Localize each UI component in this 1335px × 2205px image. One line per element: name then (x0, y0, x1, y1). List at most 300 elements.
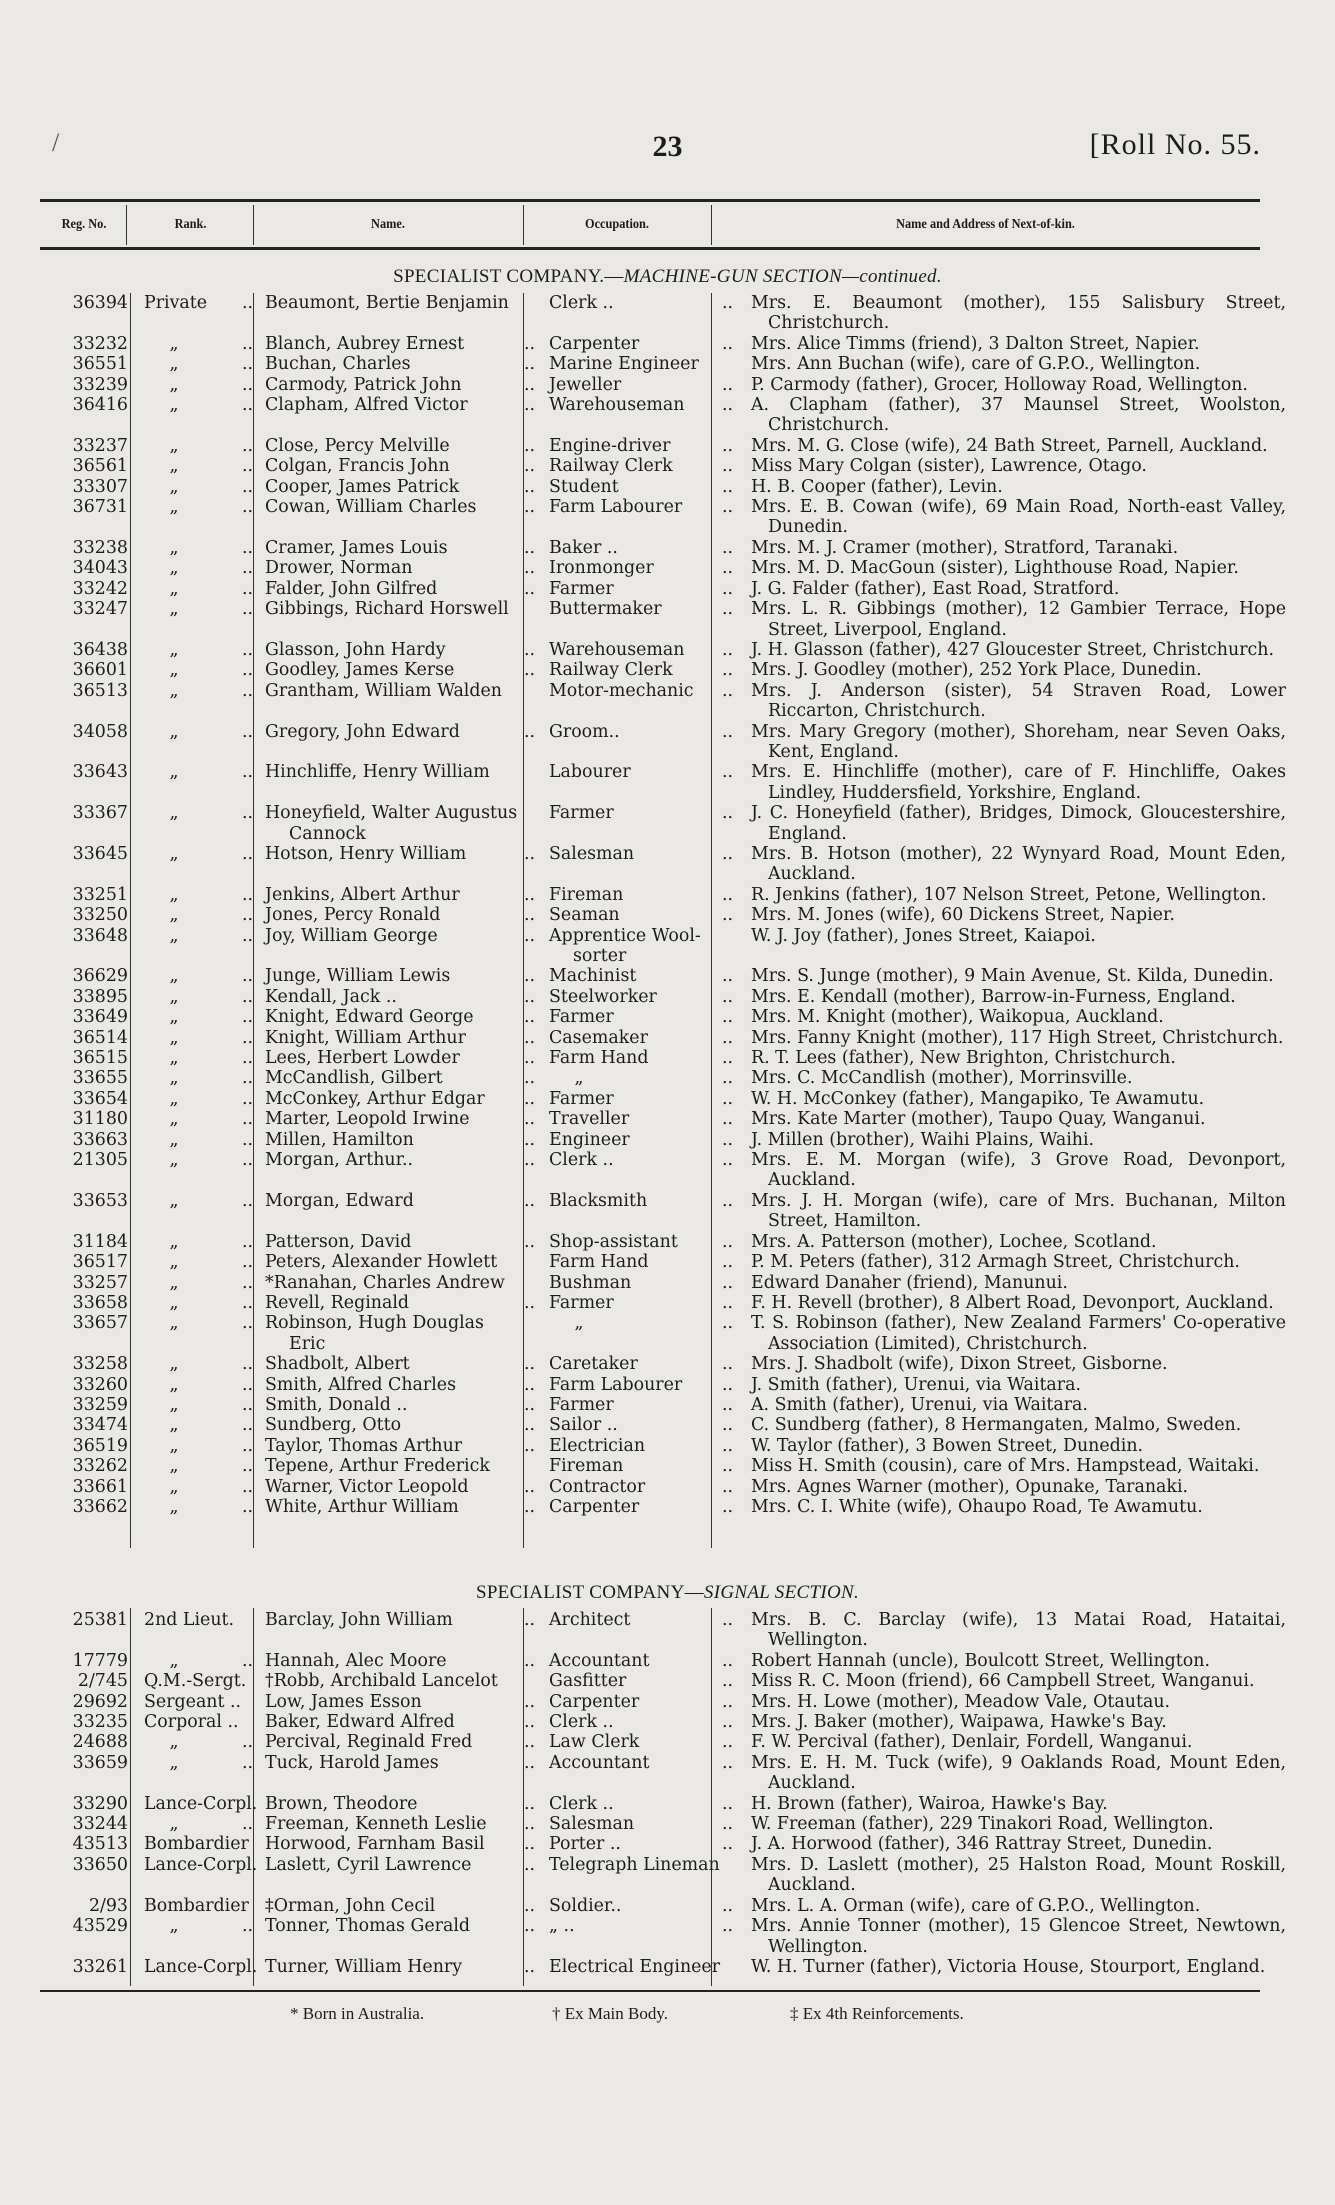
name-text: Joy, William George (265, 925, 438, 946)
name-cell (259, 558, 541, 578)
name-text: †Robb, Archibald Lancelot (265, 1671, 498, 1692)
name-text: McConkey, Arthur Edgar (265, 1088, 485, 1109)
occupation-text: Farm Labourer (549, 497, 683, 518)
reg-no-cell: 36629 (72, 966, 128, 987)
table-row (40, 497, 1286, 538)
rank-cell (134, 640, 259, 660)
next-of-kin-cell: A. Smith (father), Urenui, via Waitara. (751, 1394, 1088, 1415)
occupation-cell (541, 640, 739, 660)
name-cell (259, 1671, 541, 1691)
leader-dots: .. (721, 476, 733, 497)
reg-no-cell: 33307 (72, 476, 128, 497)
next-of-kin-cell: Mrs. C. I. White (wife), Ohaupo Road, Te Awamutu. (751, 1496, 1203, 1517)
occupation-text: Groom.. (549, 721, 620, 742)
name-text: White, Arthur William (265, 1496, 459, 1517)
reg-no-cell: 24688 (72, 1732, 128, 1753)
next-of-kin-cell: Mrs. J. Goodley (mother), 252 York Place, Dunedin. (751, 660, 1202, 681)
occupation-cell (541, 966, 739, 986)
rank-text: 2nd Lieut. (144, 1610, 235, 1630)
rank-cell (134, 558, 259, 578)
occupation-text: Farm Labourer (549, 1374, 683, 1395)
next-of-kin-cell: J. H. Glasson (father), 427 Gloucester Street, Christchurch. (751, 639, 1274, 660)
leader-dots: .. (721, 293, 733, 313)
table-row (40, 1814, 1260, 1834)
reg-no-cell: 33643 (72, 762, 128, 783)
name-cell (259, 1896, 541, 1916)
name-cell (259, 293, 541, 334)
name-cell (259, 640, 541, 660)
leader-dots: .. (721, 1190, 733, 1211)
next-of-kin-cell: F. W. Percival (father), Denlair, Fordell, Wanganui. (751, 1732, 1193, 1753)
name-cell (259, 1834, 541, 1854)
name-cell (259, 1456, 541, 1476)
next-of-kin-cell: Mrs. Mary Gregory (mother), Shoreham, near Seven Oaks, Kent, England. (751, 721, 1286, 762)
reg-no-cell: 31184 (72, 1231, 128, 1252)
table-row (40, 1456, 1260, 1476)
rank-cell (134, 1916, 259, 1957)
occupation-cell (541, 477, 739, 497)
leader-dots: .. (523, 639, 535, 660)
leader-dots: .. (523, 1732, 535, 1753)
rank-text: „ (169, 925, 179, 946)
rank-text: „ (169, 537, 179, 558)
reg-no-cell: 36561 (72, 456, 128, 477)
occupation-cell (541, 1497, 739, 1517)
occupation-cell (541, 762, 739, 803)
leader-dots: .. (241, 558, 253, 579)
leader-dots: .. (523, 1394, 535, 1415)
leader-dots: .. (241, 680, 253, 701)
table-row (40, 1497, 1260, 1517)
rank-text: „ (169, 721, 179, 742)
occupation-text: Shop-assistant (549, 1231, 678, 1252)
leader-dots: .. (523, 578, 535, 599)
name-text: Hannah, Alec Moore (265, 1650, 447, 1671)
name-cell (259, 1957, 541, 1977)
name-cell (259, 1273, 541, 1293)
leader-dots: .. (241, 1088, 253, 1109)
leader-dots: .. (241, 1435, 253, 1456)
footnote-asterisk: * Born in Australia. (290, 2004, 425, 2023)
occupation-text: Salesman (549, 1814, 635, 1835)
name-cell (259, 1252, 541, 1272)
name-text: Grantham, William Walden (265, 680, 502, 701)
occupation-text: Traveller (549, 1109, 630, 1130)
name-text: Shadbolt, Albert (265, 1354, 410, 1375)
name-text: Knight, Edward George (265, 1007, 474, 1028)
next-of-kin-cell: Mrs. Agnes Warner (mother), Opunake, Taranaki. (751, 1476, 1189, 1497)
next-of-kin-cell: W. Taylor (father), 3 Bowen Street, Dunedin. (751, 1435, 1144, 1456)
next-of-kin-cell: H. Brown (father), Wairoa, Hawke's Bay. (751, 1793, 1108, 1814)
occupation-cell (541, 1375, 739, 1395)
leader-dots: .. (721, 1088, 733, 1109)
occupation-text: Warehouseman (549, 639, 685, 660)
table-row (40, 1477, 1260, 1497)
occupation-cell (541, 987, 739, 1007)
rank-cell (134, 293, 259, 334)
rank-cell (134, 1068, 259, 1088)
table-row (40, 375, 1260, 395)
rank-text: „ (169, 1354, 179, 1375)
leader-dots: .. (523, 476, 535, 497)
rank-cell (134, 456, 259, 476)
rank-text: „ (169, 660, 179, 681)
rank-cell (134, 1048, 259, 1068)
section-title-machine-gun: SPECIALIST COMPANY.—MACHINE-GUN SECTION—continued. (393, 266, 942, 287)
rank-cell (134, 1252, 259, 1272)
occupation-cell (541, 1109, 739, 1129)
next-of-kin-cell: Mrs. Fanny Knight (mother), 117 High Street, Christchurch. (751, 1027, 1284, 1048)
next-of-kin-cell: Mrs. Ann Buchan (wife), care of G.P.O., Wellington. (751, 354, 1201, 375)
next-of-kin-cell: Robert Hannah (uncle), Boulcott Street, Wellington. (751, 1650, 1210, 1671)
reg-no-cell: 33653 (72, 1190, 128, 1211)
leader-dots: .. (721, 762, 733, 783)
rank-text: „ (169, 456, 179, 477)
occupation-cell (541, 1273, 739, 1293)
table-row (40, 599, 1286, 640)
next-of-kin-cell: Mrs. D. Laslett (mother), 25 Halston Road, Mount Roskill, Auckland. (751, 1854, 1286, 1896)
rank-text: „ (169, 1150, 179, 1171)
occupation-cell (541, 660, 739, 680)
next-of-kin-cell: J. Millen (brother), Waihi Plains, Waihi. (751, 1129, 1095, 1150)
name-text: Lees, Herbert Lowder (265, 1048, 460, 1069)
rank-cell (134, 1957, 259, 1977)
leader-dots: .. (721, 333, 733, 354)
reg-no-cell: 33655 (72, 1068, 128, 1089)
name-cell (259, 803, 541, 844)
leader-dots: .. (241, 639, 253, 660)
leader-dots: .. (721, 1129, 733, 1150)
occupation-cell (541, 1692, 739, 1712)
table-row (40, 1610, 1286, 1651)
rank-cell (134, 477, 259, 497)
leader-dots: .. (241, 1048, 253, 1069)
rank-text: Q.M.-Sergt. (144, 1671, 247, 1692)
name-cell (259, 1712, 541, 1732)
name-cell (259, 1089, 541, 1109)
rank-cell (134, 885, 259, 905)
leader-dots: .. (721, 1691, 733, 1712)
rank-cell (134, 1753, 259, 1794)
name-text: Jenkins, Albert Arthur (265, 884, 460, 905)
occupation-cell (541, 1957, 739, 1977)
leader-dots: .. (523, 1834, 535, 1855)
table-row (40, 354, 1260, 374)
leader-dots: .. (241, 1252, 253, 1273)
table-row (40, 884, 1267, 905)
occupation-cell (541, 1395, 739, 1415)
leader-dots: .. (523, 1129, 535, 1150)
rank-text: „ (169, 333, 179, 354)
table-row (40, 721, 1286, 763)
rank-text: „ (169, 374, 179, 395)
name-cell (259, 844, 541, 885)
rank-text: „ (169, 354, 179, 375)
table-row (40, 1395, 1260, 1415)
leader-dots: .. (523, 986, 535, 1007)
leader-dots: .. (241, 395, 253, 416)
leader-dots: .. (721, 1109, 733, 1130)
name-cell (259, 1354, 541, 1374)
table-row (40, 1692, 1260, 1712)
name-cell (259, 1048, 541, 1068)
rank-text: „ (169, 843, 179, 864)
name-cell (259, 375, 541, 395)
name-text: Colgan, Francis John (265, 456, 450, 477)
next-of-kin-cell: Mrs. J. Baker (mother), Waipawa, Hawke's Bay. (751, 1712, 1167, 1733)
leader-dots: .. (523, 1916, 535, 1937)
leader-dots: .. (721, 1394, 733, 1415)
occupation-text: Carpenter (549, 1691, 640, 1712)
next-of-kin-cell: Mrs. B. C. Barclay (wife), 13 Matai Road, Hataitai, Wellington. (751, 1610, 1286, 1651)
next-of-kin-cell: Mrs. E. M. Morgan (wife), 3 Grove Road, Devonport, Auckland. (751, 1150, 1286, 1191)
rank-text: Lance-Corpl. (144, 1956, 258, 1977)
occupation-cell (541, 1293, 739, 1313)
reg-no-cell: 36551 (72, 354, 128, 375)
table-row (40, 1956, 1266, 1977)
occupation-cell (541, 1477, 739, 1497)
name-text: Peters, Alexander Howlett (265, 1252, 498, 1273)
rank-text: „ (169, 1394, 179, 1415)
rank-cell (134, 1130, 259, 1150)
name-text: Hotson, Henry William (265, 843, 467, 864)
occupation-cell (541, 1732, 739, 1752)
rank-cell (134, 1375, 259, 1395)
occupation-text: Engine-driver (549, 435, 671, 456)
rank-text: „ (169, 986, 179, 1007)
occupation-text: Fireman (549, 884, 624, 905)
rank-cell (134, 1232, 259, 1252)
leader-dots: .. (721, 1027, 733, 1048)
table-row (40, 1150, 1286, 1191)
name-text: Morgan, Arthur.. (265, 1150, 414, 1171)
rank-cell (134, 1732, 259, 1752)
leader-dots: .. (523, 435, 535, 456)
name-text-continued: Eric (289, 1333, 326, 1354)
reg-no-cell: 25381 (72, 1610, 128, 1630)
leader-dots: .. (721, 1671, 733, 1692)
header-divider (711, 205, 712, 245)
leader-dots: .. (523, 558, 535, 579)
occupation-text: Engineer (549, 1129, 630, 1150)
occupation-text: Clerk .. (549, 293, 614, 313)
reg-no-cell: 33251 (72, 884, 128, 905)
leader-dots: .. (721, 1007, 733, 1028)
next-of-kin-cell: Mrs. A. Patterson (mother), Lochee, Scotland. (751, 1231, 1157, 1252)
table-row (40, 1089, 1260, 1109)
name-cell (259, 1068, 541, 1088)
rank-cell (134, 1354, 259, 1374)
occupation-cell (541, 558, 739, 578)
reg-no-cell: 33650 (72, 1854, 128, 1875)
occupation-text: Casemaker (549, 1027, 648, 1048)
next-of-kin-cell: Mrs. B. Hotson (mother), 22 Wynyard Road, Mount Eden, Auckland. (751, 843, 1286, 885)
occupation-cell (541, 1834, 739, 1854)
occupation-text: Seaman (549, 905, 620, 926)
rank-text: „ (169, 680, 179, 701)
table-row (40, 1313, 1286, 1354)
leader-dots: .. (241, 537, 253, 558)
rank-cell (134, 579, 259, 599)
leader-dots: .. (523, 1476, 535, 1497)
name-cell (259, 1109, 541, 1129)
rank-text: Corporal .. (144, 1712, 239, 1733)
leader-dots: .. (241, 1007, 253, 1028)
rank-text: „ (169, 905, 179, 926)
reg-no-cell: 33649 (72, 1007, 128, 1028)
name-text: Gregory, John Edward (265, 721, 460, 742)
reg-no-cell: 33242 (72, 578, 128, 599)
leader-dots: .. (241, 925, 253, 946)
leader-dots: .. (523, 1027, 535, 1048)
name-cell (259, 1028, 541, 1048)
occupation-cell (541, 599, 739, 640)
occupation-text: Fireman (549, 1456, 624, 1477)
reg-no-cell: 29692 (72, 1691, 128, 1712)
next-of-kin-cell: Mrs. E. Kendall (mother), Barrow-in-Furness, England. (751, 986, 1236, 1007)
rank-text: „ (169, 1190, 179, 1211)
occupation-text: Caretaker (549, 1354, 638, 1375)
name-cell (259, 966, 541, 986)
name-cell (259, 1610, 541, 1651)
column-header-reg-no: Reg. No. (61, 216, 107, 232)
occupation-text: Farm Hand (549, 1048, 649, 1069)
table-row (40, 660, 1260, 680)
next-of-kin-cell: Mrs. J. Shadbolt (wife), Dixon Street, Gisborne. (751, 1354, 1168, 1375)
name-cell (259, 436, 541, 456)
occupation-text: Farmer (549, 1007, 614, 1028)
reg-no-cell: 43529 (72, 1916, 128, 1937)
occupation-text: Accountant (549, 1650, 650, 1671)
table-row (40, 1109, 1260, 1129)
rank-cell (134, 1150, 259, 1191)
leader-dots: .. (721, 1231, 733, 1252)
rank-text: „ (169, 558, 179, 579)
occupation-text: Farmer (549, 1088, 614, 1109)
next-of-kin-cell: J. Smith (father), Urenui, via Waitara. (751, 1374, 1082, 1395)
rank-cell (134, 1794, 259, 1814)
rank-cell (134, 497, 259, 538)
table-row (40, 803, 1286, 844)
occupation-cell (541, 1855, 739, 1896)
section-title-signal: SPECIALIST COMPANY—SIGNAL SECTION. (475, 1582, 860, 1603)
reg-no-cell: 33662 (72, 1496, 128, 1517)
leader-dots: .. (523, 1435, 535, 1456)
name-cell (259, 579, 541, 599)
reg-no-cell: 33663 (72, 1129, 128, 1150)
leader-dots: .. (721, 497, 733, 518)
leader-dots: .. (721, 1916, 733, 1937)
table-row (40, 293, 1286, 334)
next-of-kin-cell: Mrs. J. Anderson (sister), 54 Straven Road, Lower Riccarton, Christchurch. (751, 680, 1286, 722)
leader-dots: .. (721, 1292, 733, 1313)
leader-dots: .. (523, 1374, 535, 1395)
rank-cell (134, 1109, 259, 1129)
leader-dots: .. (523, 1752, 535, 1773)
leader-dots: .. (523, 843, 535, 864)
leader-dots: .. (523, 1956, 535, 1977)
name-cell (259, 762, 541, 803)
leader-dots: .. (523, 374, 535, 395)
rank-text: Lance-Corpl. (144, 1854, 258, 1875)
leader-dots: .. (523, 456, 535, 477)
rank-text: Sergeant .. (144, 1691, 242, 1712)
name-text: Baker, Edward Alfred (265, 1712, 455, 1733)
next-of-kin-cell: H. B. Cooper (father), Levin. (751, 476, 1003, 497)
occupation-cell (541, 681, 739, 722)
leader-dots: .. (523, 1415, 535, 1436)
leader-dots: .. (241, 1272, 253, 1293)
leader-dots: .. (241, 497, 253, 518)
leader-dots: .. (241, 578, 253, 599)
leader-dots: .. (241, 1916, 253, 1937)
leader-dots: .. (523, 1048, 535, 1069)
leader-dots: .. (241, 1109, 253, 1130)
next-of-kin-cell: P. Carmody (father), Grocer, Holloway Road, Wellington. (751, 374, 1248, 395)
leader-dots: .. (721, 986, 733, 1007)
rank-cell (134, 1712, 259, 1732)
occupation-cell (541, 497, 739, 538)
rank-cell (134, 1651, 259, 1671)
footnote-double-dagger: ‡ Ex 4th Reinforcements. (790, 2004, 964, 2023)
column-header-name: Name. (371, 216, 405, 232)
leader-dots: .. (523, 497, 535, 518)
name-cell (259, 1855, 541, 1896)
leader-dots: .. (523, 1354, 535, 1375)
next-of-kin-cell: P. M. Peters (father), 312 Armagh Street, Christchurch. (751, 1252, 1240, 1273)
leader-dots: .. (523, 905, 535, 926)
name-text: Brown, Theodore (265, 1793, 418, 1814)
occupation-cell (541, 885, 739, 905)
table-row (40, 639, 1274, 660)
rank-text: „ (169, 1272, 179, 1293)
occupation-cell (541, 1130, 739, 1150)
occupation-text: Electrical Engineer (549, 1956, 721, 1977)
name-text: Knight, William Arthur (265, 1027, 466, 1048)
rank-cell (134, 1456, 259, 1476)
leader-dots: .. (721, 435, 733, 456)
leader-dots: .. (241, 1354, 253, 1375)
occupation-text: Bushman (549, 1272, 632, 1293)
leader-dots: .. (241, 599, 253, 620)
leader-dots: .. (721, 966, 733, 987)
occupation-text: Warehouseman (549, 395, 685, 416)
leader-dots: .. (721, 1150, 733, 1171)
leader-dots: .. (721, 1496, 733, 1517)
rank-text: „ (169, 599, 179, 620)
name-cell (259, 1313, 541, 1354)
reg-no-cell: 33658 (72, 1292, 128, 1313)
next-of-kin-cell: Mrs. Annie Tonner (mother), 15 Glencoe Street, Newtown, Wellington. (751, 1916, 1286, 1957)
leader-dots: .. (241, 1129, 253, 1150)
reg-no-cell: 36438 (72, 639, 128, 660)
occupation-text: Farmer (549, 1394, 614, 1415)
table-row (40, 1651, 1260, 1671)
leader-dots: .. (721, 1456, 733, 1477)
leader-dots: .. (721, 1272, 733, 1293)
leader-dots: .. (721, 660, 733, 681)
occupation-cell (541, 1089, 739, 1109)
next-of-kin-cell: F. H. Revell (brother), 8 Albert Road, Devonport, Auckland. (751, 1292, 1274, 1313)
rank-cell (134, 1855, 259, 1896)
table-row (40, 1671, 1260, 1691)
occupation-text: „ (574, 1313, 584, 1334)
occupation-cell (541, 375, 739, 395)
name-text: Morgan, Edward (265, 1190, 414, 1211)
table-row (40, 395, 1286, 436)
next-of-kin-cell: R. T. Lees (father), New Brighton, Christchurch. (751, 1048, 1176, 1069)
leader-dots: .. (523, 1068, 535, 1089)
